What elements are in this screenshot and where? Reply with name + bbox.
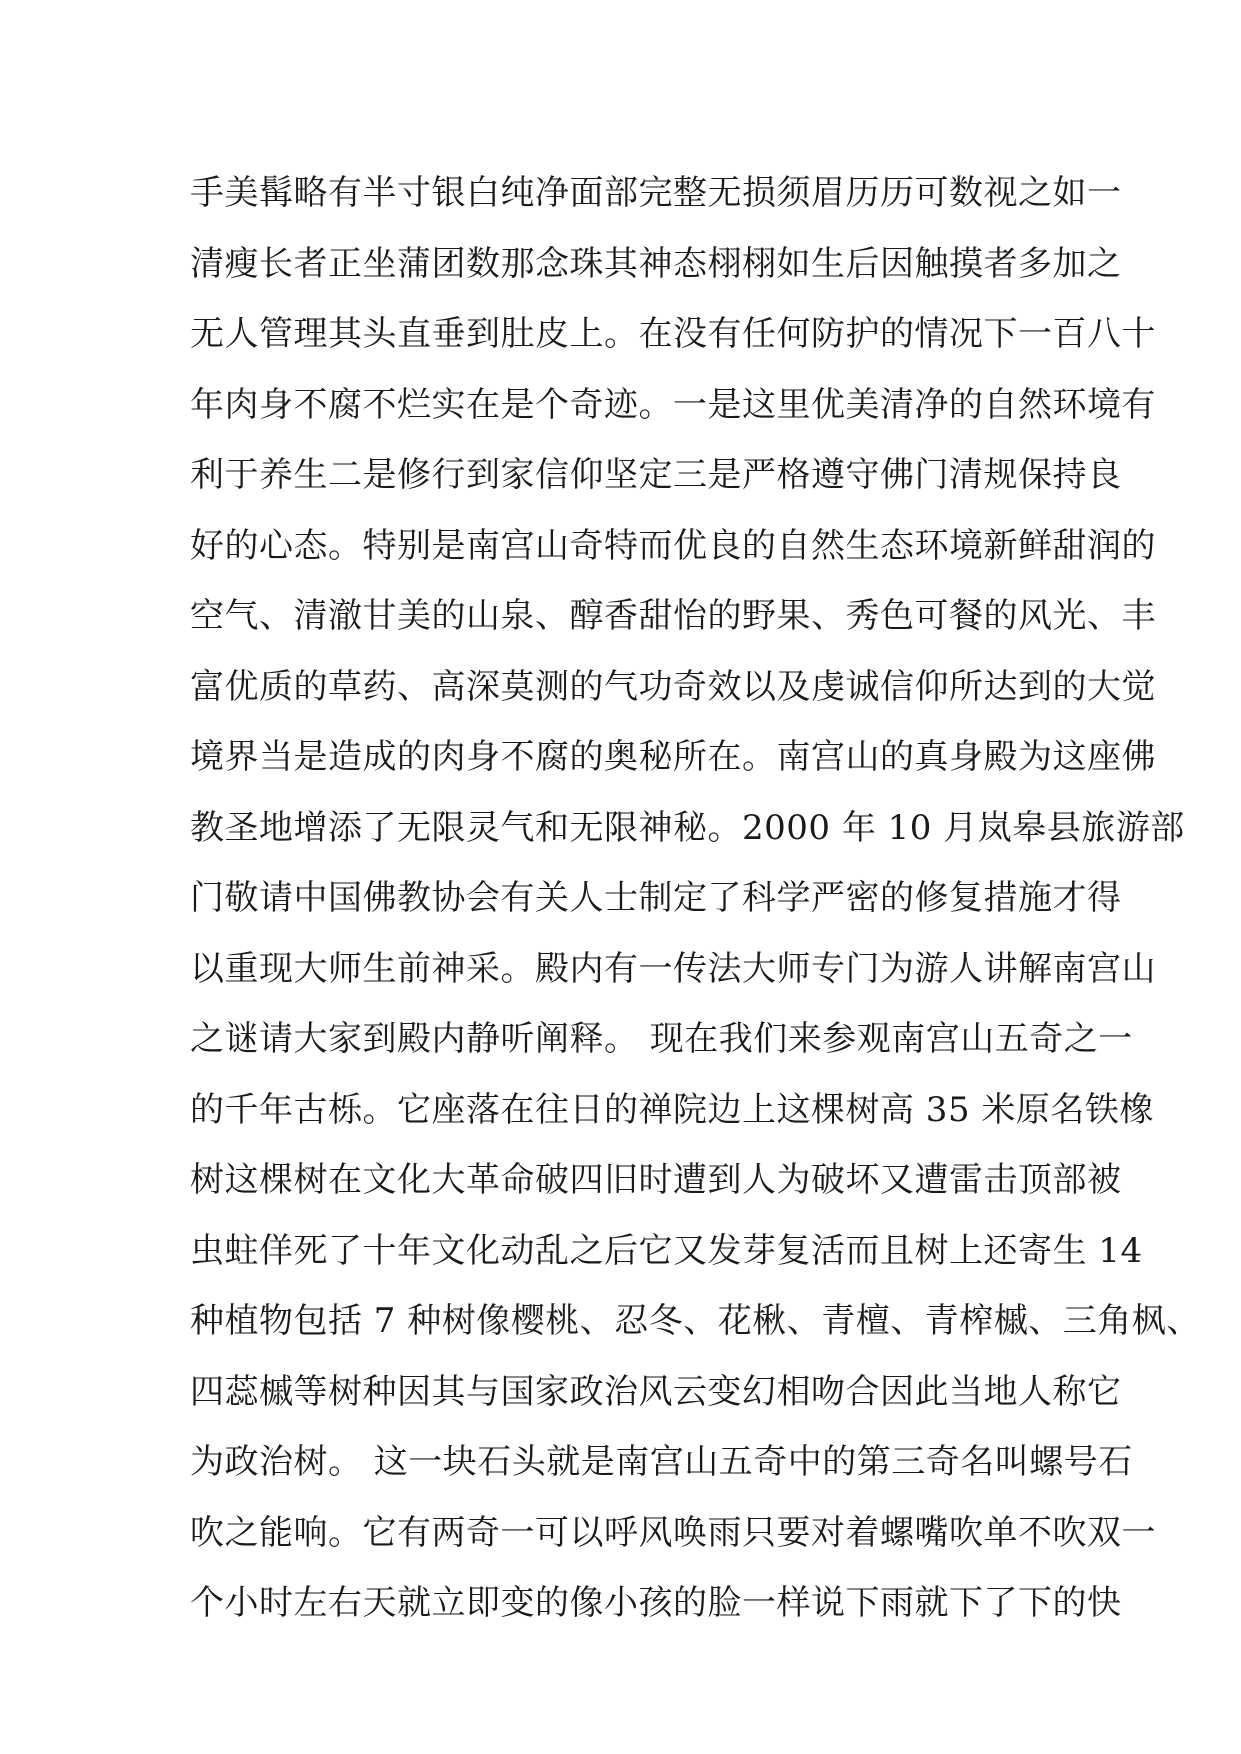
- text-line: 年肉身不腐不烂实在是个奇迹。一是这里优美清净的自然环境有: [190, 384, 1156, 425]
- text-line: 四蕊槭等树种因其与国家政治风云变幻相吻合因此当地人称它: [190, 1371, 1122, 1412]
- text-line: 树这棵树在文化大革命破四旧时遭到人为破坏又遭雷击顶部被: [190, 1160, 1122, 1200]
- text-line: 之谜请大家到殿内静听阐释。 现在我们来参观南宫山五奇之一: [190, 1019, 1133, 1059]
- text-line: 吹之能响。它有两奇一可以呼风唤雨只要对着螺嘴吹单不吹双一: [190, 1512, 1156, 1553]
- text-line: 清瘦长者正坐蒲团数那念珠其神态栩栩如生后因触摸者多加之: [190, 243, 1122, 284]
- text-line: 个小时左右天就立即变的像小孩的脸一样说下雨就下了下的快: [190, 1583, 1122, 1623]
- text-line: 手美髯略有半寸银白纯净面部完整无损须眉历历可数视之如一: [190, 173, 1122, 213]
- text-line: 为政治树。 这一块石头就是南宫山五奇中的第三奇名叫螺号石: [190, 1442, 1133, 1482]
- body-text: [190, 158, 1201, 1639]
- text-line: 好的心态。特别是南宫山奇特而优良的自然生态环境新鲜甜润的: [190, 525, 1156, 566]
- text-line: 富优质的草药、高深莫测的气功奇效以及虔诚信仰所达到的大觉: [190, 666, 1156, 707]
- text-line: 无人管理其头直垂到肚皮上。在没有任何防护的情况下一百八十: [190, 314, 1156, 354]
- text-line: 教圣地增添了无限灵气和无限神秘。2000 年 10 月岚皋县旅游部: [190, 807, 1185, 848]
- text-line: 的千年古栎。它座落在往日的禅院边上这棵树高 35 米原名铁橡: [190, 1089, 1154, 1130]
- text-line: 以重现大师生前神采。殿内有一传法大师专门为游人讲解南宫山: [190, 948, 1156, 989]
- text-line: 种植物包括 7 种树像樱桃、忍冬、花楸、青檀、青榨槭、三角枫、: [190, 1301, 1201, 1341]
- text-line: 虫蛀佯死了十年文化动乱之后它又发芽复活而且树上还寄生 14: [190, 1230, 1143, 1271]
- text-line: 境界当是造成的肉身不腐的奥秘所在。南宫山的真身殿为这座佛: [190, 737, 1156, 777]
- text-line: 门敬请中国佛教协会有关人士制定了科学严密的修复措施才得: [190, 878, 1122, 918]
- text-line: 利于养生二是修行到家信仰坚定三是严格遵守佛门清规保持良: [190, 455, 1122, 495]
- text-line: 空气、清澈甘美的山泉、醇香甜怡的野果、秀色可餐的风光、丰: [190, 596, 1156, 636]
